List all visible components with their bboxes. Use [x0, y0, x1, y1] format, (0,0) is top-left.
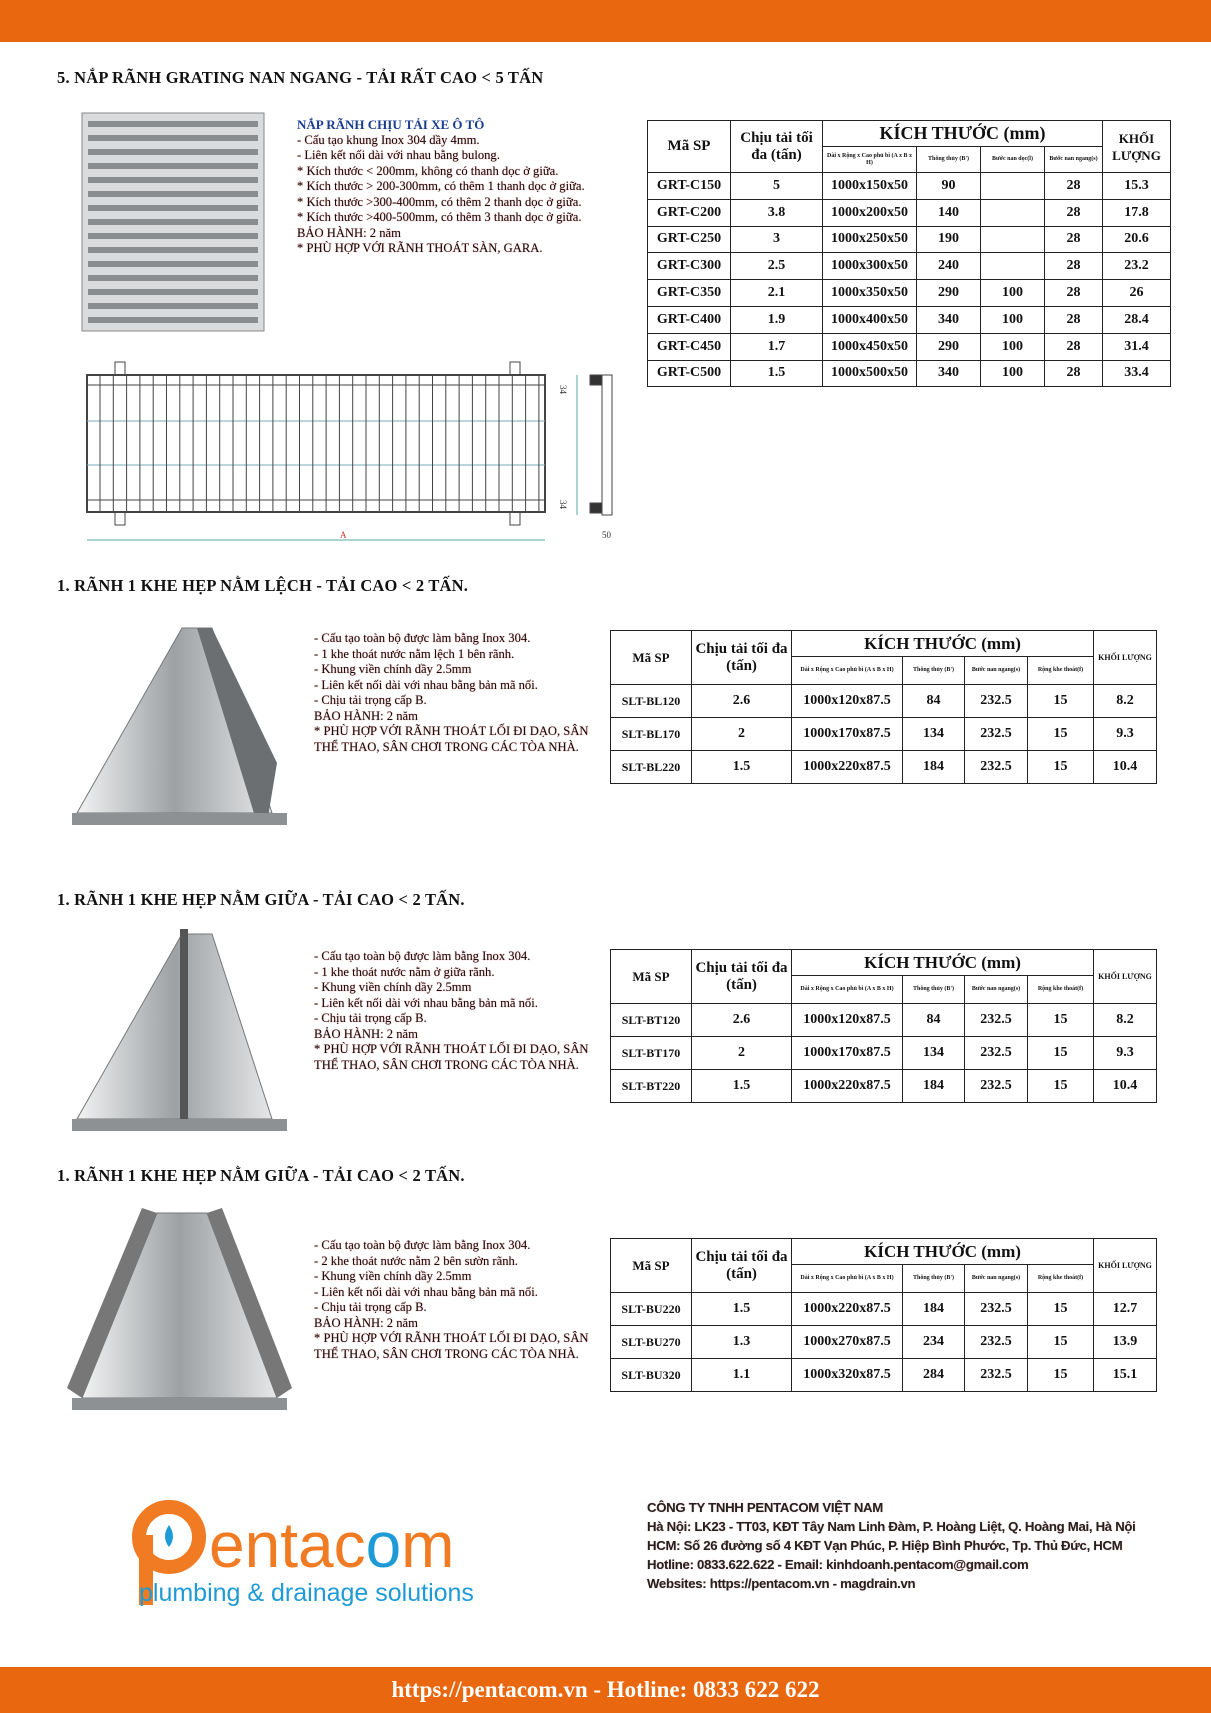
slot-drain-spec-table — [610, 630, 1157, 784]
description-line: BẢO HÀNH: 2 năm — [314, 1315, 418, 1330]
grating-slat — [88, 205, 258, 211]
description-line: * PHÙ HỢP VỚI RÃNH THOÁT LỐI ĐI DẠO, SÂN THỂ THAO, SÂN CHƠI TRONG CÁC TÒA NHÀ. — [314, 1042, 589, 1072]
table-cell: 3 — [731, 226, 823, 253]
grating-slat — [88, 191, 258, 197]
table-cell: SLT-BL220 — [611, 751, 692, 784]
table-cell: 2.5 — [731, 253, 823, 280]
table-cell: 184 — [903, 1293, 965, 1326]
table-cell: 26 — [1103, 280, 1171, 307]
table-cell: 15 — [1028, 1070, 1094, 1103]
subheader: Thông thủy (B') — [917, 147, 981, 173]
description-line: * PHÙ HỢP VỚI RÃNH THOÁT LỐI ĐI DẠO, SÂN THỂ THAO, SÂN CHƠI TRONG CÁC TÒA NHÀ. — [314, 724, 589, 754]
table-cell: 1000x120x87.5 — [792, 685, 903, 718]
table-cell: GRT-C300 — [648, 253, 731, 280]
table-cell: 9.3 — [1094, 718, 1157, 751]
table-cell: 1000x450x50 — [823, 333, 917, 360]
description-line: BẢO HÀNH: 2 năm — [297, 225, 401, 240]
table-cell: 1000x170x87.5 — [792, 718, 903, 751]
table-cell: 10.4 — [1094, 751, 1157, 784]
stainless-channel-photo — [62, 623, 302, 848]
table-cell: 33.4 — [1103, 360, 1171, 387]
table-row — [611, 1293, 1157, 1326]
grating-slat — [88, 177, 258, 183]
table-row — [648, 360, 1171, 387]
stainless-channel-photo — [62, 1208, 302, 1433]
table-row — [648, 173, 1171, 200]
description-heading: NẮP RÃNH CHỊU TẢI XE Ô TÔ — [297, 117, 485, 132]
subheader: Bước nan ngang(s) — [1045, 147, 1103, 173]
table-cell: 23.2 — [1103, 253, 1171, 280]
description-line: BẢO HÀNH: 2 năm — [314, 708, 418, 723]
subheader: Dài x Rộng x Cao phủ bì (A x B x H) — [823, 147, 917, 173]
table-cell: 15 — [1028, 751, 1094, 784]
dimension-label-top: 34 — [558, 385, 568, 394]
table-cell: 100 — [981, 280, 1045, 307]
table-row — [648, 306, 1171, 333]
table-cell: 1000x150x50 — [823, 173, 917, 200]
table-cell: 13.9 — [1094, 1326, 1157, 1359]
table-row — [648, 199, 1171, 226]
header-load: Chịu tải tối đa (tấn) — [731, 121, 823, 173]
table-cell: 1000x170x87.5 — [792, 1037, 903, 1070]
description-line: - Khung viền chính dầy 2.5mm — [314, 1269, 472, 1283]
table-cell: SLT-BT220 — [611, 1070, 692, 1103]
description-line: - Cấu tạo toàn bộ được làm bằng Inox 304. — [314, 1238, 531, 1252]
grating-slat — [88, 163, 258, 169]
table-cell: GRT-C250 — [648, 226, 731, 253]
header-dims: KÍCH THƯỚC (mm) — [792, 631, 1094, 657]
table-cell: 28 — [1045, 226, 1103, 253]
description-line: - 1 khe thoát nước nằm ở giữa rãnh. — [314, 964, 495, 979]
table-cell: 1.9 — [731, 306, 823, 333]
table-cell: 15 — [1028, 718, 1094, 751]
table-cell: GRT-C450 — [648, 333, 731, 360]
subheader: Thông thủy (B') — [903, 1265, 965, 1293]
table-cell: SLT-BT120 — [611, 1004, 692, 1037]
table-cell: 1000x220x87.5 — [792, 1070, 903, 1103]
slot-drain-spec-table — [610, 949, 1157, 1103]
table-cell: 232.5 — [965, 1004, 1028, 1037]
table-cell: 2.6 — [692, 1004, 792, 1037]
stainless-channel-photo — [62, 929, 302, 1154]
subheader: Dài x Rộng x Cao phủ bì (A x B x H) — [792, 1265, 903, 1293]
table-cell: 8.2 — [1094, 1004, 1157, 1037]
grating-slat — [88, 289, 258, 295]
table-cell: GRT-C400 — [648, 306, 731, 333]
table-cell: 232.5 — [965, 1037, 1028, 1070]
table-cell: 134 — [903, 718, 965, 751]
header-dims: KÍCH THƯỚC (mm) — [792, 1239, 1094, 1265]
table-cell: 15.1 — [1094, 1359, 1157, 1392]
subheader: Rộng khe thoát(f) — [1028, 657, 1094, 685]
description-line: - Liên kết nối dài với nhau bằng bản mã nối. — [314, 677, 538, 692]
table-cell: 1.5 — [731, 360, 823, 387]
table-cell: 232.5 — [965, 685, 1028, 718]
table-cell: 2.6 — [692, 685, 792, 718]
header-weight: KHỐI LƯỢNG — [1094, 950, 1157, 1004]
table-cell: 1000x320x87.5 — [792, 1359, 903, 1392]
table-cell: 15 — [1028, 1004, 1094, 1037]
table-cell: 28.4 — [1103, 306, 1171, 333]
dimension-label-bottom: 34 — [558, 500, 568, 509]
table-row — [648, 253, 1171, 280]
table-cell: 20.6 — [1103, 226, 1171, 253]
description-line: - Liên kết nối dài với nhau bằng bản mã nối. — [314, 995, 538, 1010]
table-row — [611, 1037, 1157, 1070]
table-cell — [981, 226, 1045, 253]
table-cell: 15.3 — [1103, 173, 1171, 200]
logo-brand: entacom — [209, 1509, 455, 1581]
slot-drain-spec-table — [610, 1238, 1157, 1392]
table-row — [648, 226, 1171, 253]
table-cell: 9.3 — [1094, 1037, 1157, 1070]
table-cell: 2 — [692, 1037, 792, 1070]
subheader: Rộng khe thoát(f) — [1028, 1265, 1094, 1293]
grating-slat — [88, 261, 258, 267]
grating-slat — [88, 317, 258, 323]
table-cell — [981, 173, 1045, 200]
table-cell: GRT-C500 — [648, 360, 731, 387]
table-cell: 1000x120x87.5 — [792, 1004, 903, 1037]
table-cell: 1000x500x50 — [823, 360, 917, 387]
section-title: 1. RÃNH 1 KHE HẸP NẰM GIỮA - TẢI CAO < 2 TẤN. — [57, 890, 465, 909]
table-cell: 5 — [731, 173, 823, 200]
subheader: Bước nan ngang(s) — [965, 657, 1028, 685]
table-cell: 232.5 — [965, 1359, 1028, 1392]
table-cell: 340 — [917, 360, 981, 387]
table-cell: 240 — [917, 253, 981, 280]
table-cell: 8.2 — [1094, 685, 1157, 718]
section2-description — [314, 631, 614, 755]
table-cell: 184 — [903, 751, 965, 784]
pentacom-logo — [131, 1495, 591, 1610]
table-cell: 1000x200x50 — [823, 199, 917, 226]
description-line: - Liên kết nối dài với nhau bằng bản mã nối. — [314, 1284, 538, 1299]
description-line: - Khung viền chính dầy 2.5mm — [314, 662, 472, 676]
table-cell: 17.8 — [1103, 199, 1171, 226]
table-cell: 232.5 — [965, 718, 1028, 751]
subheader: Bước nan ngang(s) — [965, 976, 1028, 1004]
table-cell: 28 — [1045, 173, 1103, 200]
table-cell: 3.8 — [731, 199, 823, 226]
subheader: Dài x Rộng x Cao phủ bì (A x B x H) — [792, 976, 903, 1004]
grating-slat — [88, 303, 258, 309]
table-cell: SLT-BU320 — [611, 1359, 692, 1392]
table-row — [611, 751, 1157, 784]
table-cell: 84 — [903, 1004, 965, 1037]
table-cell: 1000x220x87.5 — [792, 751, 903, 784]
grating-slat — [88, 121, 258, 127]
description-line: BẢO HÀNH: 2 năm — [314, 1026, 418, 1041]
hcm-address: HCM: Số 26 đường số 4 KĐT Vạn Phúc, P. Hiệp Bình Phước, Tp. Thủ Đức, HCM — [647, 1538, 1123, 1553]
description-line: - Chịu tải trọng cấp B. — [314, 693, 427, 707]
header-weight: KHỐI LƯỢNG — [1094, 631, 1157, 685]
table-cell: 1000x220x87.5 — [792, 1293, 903, 1326]
table-cell: 31.4 — [1103, 333, 1171, 360]
table-cell: 15 — [1028, 685, 1094, 718]
table-cell: SLT-BL120 — [611, 685, 692, 718]
description-line: - Liên kết nối dài với nhau bằng bulong. — [297, 148, 500, 162]
subheader: Thông thủy (B') — [903, 657, 965, 685]
grating-technical-drawing — [82, 355, 642, 550]
table-cell: 1.1 — [692, 1359, 792, 1392]
table-cell: 340 — [917, 306, 981, 333]
table-cell — [981, 253, 1045, 280]
description-line: * PHÙ HỢP VỚI RÃNH THOÁT LỐI ĐI DẠO, SÂN THỂ THAO, SÂN CHƠI TRONG CÁC TÒA NHÀ. — [314, 1331, 589, 1361]
table-cell: 100 — [981, 333, 1045, 360]
table-row — [611, 1359, 1157, 1392]
table-cell: 232.5 — [965, 751, 1028, 784]
header-code: Mã SP — [611, 1239, 692, 1293]
table-cell: 90 — [917, 173, 981, 200]
table-cell — [981, 199, 1045, 226]
table-cell: 28 — [1045, 253, 1103, 280]
table-cell: SLT-BU270 — [611, 1326, 692, 1359]
table-cell: 1000x250x50 — [823, 226, 917, 253]
section1-description — [297, 117, 637, 257]
table-row — [611, 685, 1157, 718]
table-cell: 84 — [903, 685, 965, 718]
grating-slat — [88, 247, 258, 253]
description-line: - Cấu tạo toàn bộ được làm bằng Inox 304. — [314, 949, 531, 963]
table-cell: 15 — [1028, 1326, 1094, 1359]
header-load: Chịu tải tối đa (tấn) — [692, 1239, 792, 1293]
header-code: Mã SP — [648, 121, 731, 173]
logo-tagline: plumbing & drainage solutions — [139, 1579, 474, 1607]
subheader: Dài x Rộng x Cao phủ bì (A x B x H) — [792, 657, 903, 685]
header-weight: KHỐI LƯỢNG — [1094, 1239, 1157, 1293]
description-line: - Chịu tải trọng cấp B. — [314, 1300, 427, 1314]
description-line: * Kích thước < 200mm, không có thanh dọc ở giữa. — [297, 163, 559, 178]
grating-cover-photo — [80, 111, 266, 333]
table-cell: 140 — [917, 199, 981, 226]
table-cell: 1.7 — [731, 333, 823, 360]
table-cell: 12.7 — [1094, 1293, 1157, 1326]
table-row — [648, 280, 1171, 307]
table-cell: GRT-C350 — [648, 280, 731, 307]
table-cell: 1000x270x87.5 — [792, 1326, 903, 1359]
description-line: * Kích thước >300-400mm, có thêm 2 thanh dọc ở giữa. — [297, 194, 582, 209]
description-line: - Cấu tạo khung Inox 304 dầy 4mm. — [297, 132, 480, 147]
section4-description — [314, 1238, 614, 1362]
table-cell: 232.5 — [965, 1070, 1028, 1103]
table-cell: 1.5 — [692, 1070, 792, 1103]
header-code: Mã SP — [611, 950, 692, 1004]
grating-slat — [88, 135, 258, 141]
table-cell: 1.5 — [692, 1293, 792, 1326]
table-cell: 234 — [903, 1326, 965, 1359]
table-cell: 15 — [1028, 1037, 1094, 1070]
hotline-email[interactable]: Hotline: 0833.622.622 - Email: kinhdoanh.pentacom@gmail.com — [647, 1557, 1029, 1572]
table-cell: 290 — [917, 280, 981, 307]
company-name: CÔNG TY TNHH PENTACOM VIỆT NAM — [647, 1500, 883, 1515]
description-line: * Kích thước >400-500mm, có thêm 3 thanh dọc ở giữa. — [297, 210, 582, 224]
table-cell: SLT-BT170 — [611, 1037, 692, 1070]
footer-bar[interactable]: https://pentacom.vn - Hotline: 0833 622 622 — [0, 1667, 1211, 1713]
table-cell: 100 — [981, 306, 1045, 333]
header-load: Chịu tải tối đa (tấn) — [692, 950, 792, 1004]
table-cell: 28 — [1045, 360, 1103, 387]
header-weight: KHỐI LƯỢNG — [1103, 121, 1171, 173]
table-cell: 1.3 — [692, 1326, 792, 1359]
table-cell: 1000x400x50 — [823, 306, 917, 333]
table-cell: 10.4 — [1094, 1070, 1157, 1103]
table-cell: 28 — [1045, 199, 1103, 226]
header-dims: KÍCH THƯỚC (mm) — [823, 121, 1103, 147]
table-cell: 28 — [1045, 306, 1103, 333]
header-code: Mã SP — [611, 631, 692, 685]
header-dims: KÍCH THƯỚC (mm) — [792, 950, 1094, 976]
table-cell: 184 — [903, 1070, 965, 1103]
table-cell: GRT-C150 — [648, 173, 731, 200]
table-cell: 2.1 — [731, 280, 823, 307]
header-load: Chịu tải tối đa (tấn) — [692, 631, 792, 685]
table-row — [611, 1070, 1157, 1103]
websites[interactable]: Websites: https://pentacom.vn - magdrain.vn — [647, 1576, 916, 1591]
grating-slat — [88, 233, 258, 239]
table-cell: GRT-C200 — [648, 199, 731, 226]
table-cell: 100 — [981, 360, 1045, 387]
description-line: * PHÙ HỢP VỚI RÃNH THOÁT SÀN, GARA. — [297, 241, 543, 255]
table-cell: 1000x300x50 — [823, 253, 917, 280]
table-row — [611, 1326, 1157, 1359]
description-line: - Cấu tạo toàn bộ được làm bằng Inox 304. — [314, 631, 531, 645]
table-row — [611, 1004, 1157, 1037]
grating-slat — [88, 219, 258, 225]
table-cell: 15 — [1028, 1359, 1094, 1392]
grating-slat — [88, 275, 258, 281]
contact-info — [647, 1498, 1136, 1593]
section-title: 1. RÃNH 1 KHE HẸP NẰM GIỮA - TẢI CAO < 2 TẤN. — [57, 1166, 465, 1185]
dimension-label-a: A — [340, 530, 347, 540]
table-row — [648, 333, 1171, 360]
table-cell: 28 — [1045, 333, 1103, 360]
description-line: - 2 khe thoát nước nằm 2 bên sườn rãnh. — [314, 1253, 518, 1268]
table-cell: 134 — [903, 1037, 965, 1070]
table-cell: SLT-BU220 — [611, 1293, 692, 1326]
subheader: Bước nan ngang(s) — [965, 1265, 1028, 1293]
section3-description — [314, 949, 614, 1073]
header-bar — [0, 0, 1211, 42]
table-cell: 290 — [917, 333, 981, 360]
table-cell: 284 — [903, 1359, 965, 1392]
subheader: Rộng khe thoát(f) — [1028, 976, 1094, 1004]
description-line: * Kích thước > 200-300mm, có thêm 1 thanh dọc ở giữa. — [297, 179, 585, 193]
description-line: - 1 khe thoát nước nằm lệch 1 bên rãnh. — [314, 646, 515, 661]
table-cell: 232.5 — [965, 1293, 1028, 1326]
section-title: 1. RÃNH 1 KHE HẸP NẰM LỆCH - TẢI CAO < 2 TẤN. — [57, 576, 469, 595]
subheader: Bước nan dọc(l) — [981, 147, 1045, 173]
table-cell: 1.5 — [692, 751, 792, 784]
grating-slat — [88, 149, 258, 155]
table-cell: SLT-BL170 — [611, 718, 692, 751]
table-cell: 2 — [692, 718, 792, 751]
table-cell: 15 — [1028, 1293, 1094, 1326]
description-line: - Khung viền chính dầy 2.5mm — [314, 980, 472, 994]
hanoi-address: Hà Nội: LK23 - TT03, KĐT Tây Nam Linh Đàm, P. Hoàng Liệt, Q. Hoàng Mai, Hà Nội — [647, 1519, 1136, 1534]
section-title: 5. NẮP RÃNH GRATING NAN NGANG - TẢI RẤT CAO < 5 TẤN — [57, 68, 544, 87]
dimension-label-depth: 50 — [602, 530, 611, 540]
table-cell: 232.5 — [965, 1326, 1028, 1359]
table-cell: 1000x350x50 — [823, 280, 917, 307]
description-line: - Chịu tải trọng cấp B. — [314, 1011, 427, 1025]
table-row — [611, 718, 1157, 751]
grating-spec-table — [647, 120, 1171, 387]
table-cell: 190 — [917, 226, 981, 253]
subheader: Thông thủy (B') — [903, 976, 965, 1004]
table-cell: 28 — [1045, 280, 1103, 307]
